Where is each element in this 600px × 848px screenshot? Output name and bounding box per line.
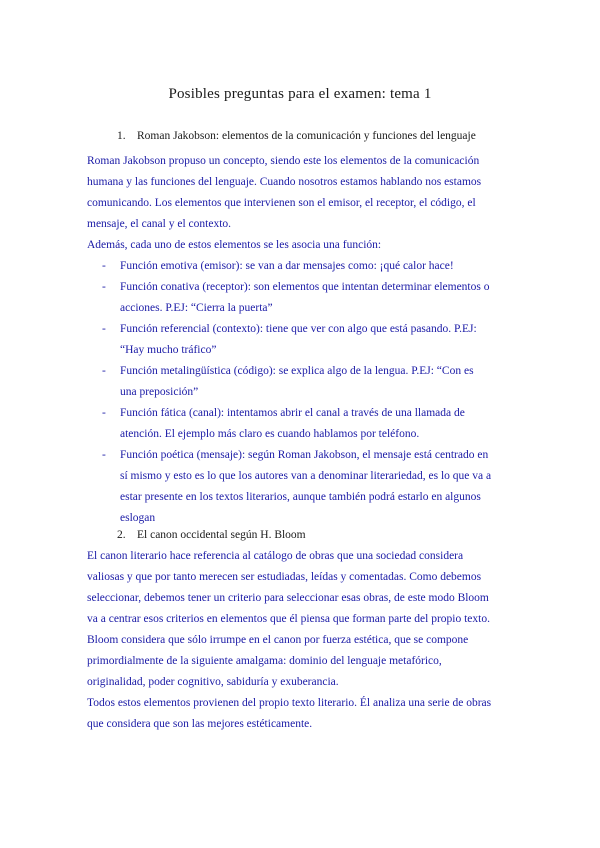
list-item-line: Función poética (mensaje): según Roman Jakobson, el mensaje está centrado en [120,449,489,461]
section-2-heading-text: El canon occidental según H. Bloom [137,529,306,541]
list-item-line: Función referencial (contexto): tiene que ver con algo que está pasando. P.EJ: [120,323,477,335]
bullet-dash: - [102,449,106,461]
body-line: El canon literario hace referencia al catálogo de obras que una sociedad considera [87,550,464,562]
bullet-dash: - [102,281,106,293]
bullet-dash: - [102,407,106,419]
list-item-line: una preposición” [120,386,199,398]
body-line: Bloom considera que sólo irrumpe en el canon por fuerza estética, que se compone [87,634,469,646]
section-1-heading-text: Roman Jakobson: elementos de la comunicación y funciones del lenguaje [137,130,476,142]
list-item-line: eslogan [120,512,156,524]
intro-line: Roman Jakobson propuso un concepto, siendo este los elementos de la comunicación [87,155,480,167]
section-2-number: 2. [117,529,126,541]
body-line: va a centrar esos criterios en elementos que él piensa que forman parte del propio texto. [87,613,490,625]
body-line: que considera que son las mejores estéticamente. [87,718,313,730]
bullet-dash: - [102,365,106,377]
section-1-heading [117,130,476,142]
list-item-line: sí mismo y esto es lo que los autores van a denominar literariedad, es lo que va a [120,470,492,482]
list-item-line: Función metalingüística (código): se explica algo de la lengua. P.EJ: “Con es [120,365,474,377]
section-2-heading [117,529,306,541]
section-2-body [87,546,527,735]
bullet-dash: - [102,323,106,335]
list-item-line: atención. El ejemplo más claro es cuando hablamos por teléfono. [120,428,420,440]
list-item [87,277,527,319]
list-item [87,445,527,529]
bullet-dash: - [102,260,106,272]
body-line: seleccionar, debemos tener un criterio para seleccionar esas obras, de este modo Bloom [87,592,489,604]
list-item-line: Función emotiva (emisor): se van a dar mensajes como: ¡qué calor hace! [120,260,454,272]
intro-line: mensaje, el canal y el contexto. [87,218,232,230]
document-title: Posibles preguntas para el examen: tema 1 [168,86,432,102]
functions-list [87,256,527,529]
intro-line: comunicando. Los elementos que intervienen son el emisor, el receptor, el código, el [87,197,476,209]
section-1-number: 1. [117,130,126,142]
list-item-line: Función conativa (receptor): son elementos que intentan determinar elementos o [120,281,490,293]
body-line: Todos estos elementos provienen del propio texto literario. Él analiza una serie de obras [87,697,492,709]
list-item [87,403,527,445]
list-item-line: “Hay mucho tráfico” [120,344,217,356]
list-item-line: Función fática (canal): intentamos abrir el canal a través de una llamada de [120,407,465,419]
list-item [87,319,527,361]
intro-line: Además, cada uno de estos elementos se les asocia una función: [87,239,382,251]
body-line: valiosas y que por tanto merecen ser estudiadas, leídas y comentadas. Como debemos [87,571,482,583]
list-item [87,256,527,277]
intro-line: humana y las funciones del lenguaje. Cuando nosotros estamos hablando nos estamos [87,176,482,188]
body-line: primordialmente de la siguiente amalgama: dominio del lenguaje metafórico, [87,655,442,667]
section-1-intro [87,151,527,256]
body-line: originalidad, poder cognitivo, sabiduría y exuberancia. [87,676,339,688]
list-item [87,361,527,403]
list-item-line: acciones. P.EJ: “Cierra la puerta” [120,302,273,314]
list-item-line: estar presente en los textos literarios, aunque también podrá estarlo en algunos [120,491,481,503]
